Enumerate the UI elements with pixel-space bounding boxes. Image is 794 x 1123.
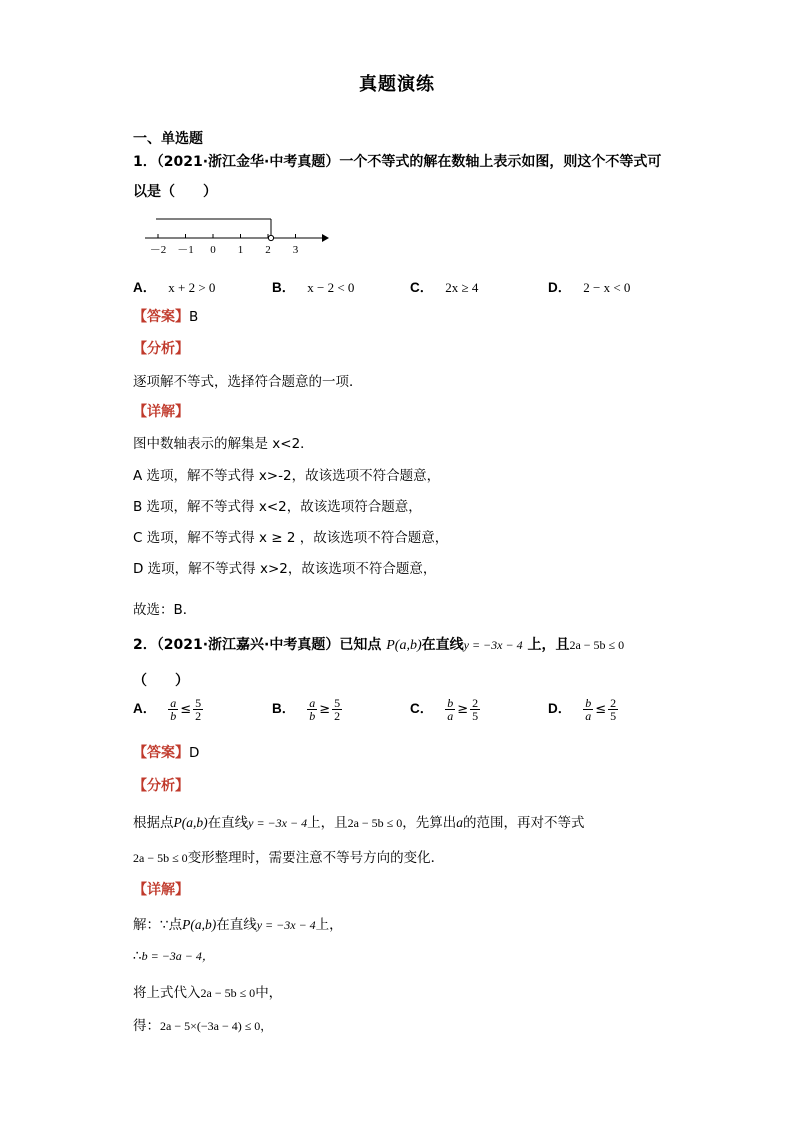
q2-analysis-tag: 【分析】 bbox=[133, 778, 189, 794]
axis-tick-label: －2 bbox=[149, 244, 167, 256]
fraction: $\frac{b}{a}$ bbox=[447, 696, 454, 723]
q1-answer bbox=[133, 306, 198, 326]
q2-option-a[interactable]: A． $\frac{a}{b}$ ≤ $\frac{5}{2}$ bbox=[133, 696, 202, 723]
q1-option-c[interactable]: C． 2x ≥ 4 bbox=[410, 280, 479, 295]
q2-analysis-line1 bbox=[133, 811, 585, 831]
fraction: $\frac{5}{2}$ bbox=[195, 696, 202, 723]
text-segment: 在直线 bbox=[207, 815, 249, 831]
fraction: $\frac{5}{2}$ bbox=[334, 696, 341, 723]
page-title: 真题演练 bbox=[359, 74, 435, 95]
q1-source: （2021·浙江金华·中考真题） bbox=[156, 154, 340, 170]
q2-number: 2． bbox=[133, 637, 157, 653]
q2-stem-part-a: 已知点 bbox=[339, 637, 382, 653]
text-segment: 在直线 bbox=[216, 917, 257, 933]
q2-condition: 2a − 5b ≤ 0 bbox=[200, 986, 256, 1000]
solution-expression: 2a − 5×(−3a − 4) ≤ 0， bbox=[160, 1019, 273, 1033]
text-segment: 将上式代入 bbox=[133, 985, 201, 1001]
q2-point: P(a,b) bbox=[182, 917, 217, 932]
q1-analysis-text: 逐项解不等式，选择符合题意的一项． bbox=[133, 374, 363, 390]
fraction: $\frac{b}{a}$ bbox=[585, 696, 592, 723]
q1-stem-line2: 以是（ ） bbox=[133, 184, 217, 200]
axis-tick-label: 3 bbox=[292, 244, 299, 256]
axis-tick-label: －1 bbox=[177, 244, 194, 256]
axis-tick-label: 0 bbox=[210, 244, 216, 256]
q2-solution-line1 bbox=[133, 913, 343, 933]
q1-detail-line-4: C 选项，解不等式得 x ≥ 2 ，故该选项不符合题意， bbox=[133, 530, 449, 546]
text-segment: 变形整理时，需要注意不等号方向的变化． bbox=[187, 850, 445, 866]
q1-option-d-expr: 2 − x < 0 bbox=[583, 280, 631, 295]
fraction: $\frac{a}{b}$ bbox=[170, 696, 177, 723]
axis-tick-label: 1 bbox=[237, 244, 244, 256]
q1-detail-line-1: 图中数轴表示的解集是 x<2． bbox=[133, 436, 314, 452]
text-segment: 中， bbox=[255, 985, 283, 1001]
section-heading: 一、单选题 bbox=[133, 131, 203, 147]
q2-option-d[interactable]: D． $\frac{b}{a}$ ≤ $\frac{2}{5}$ bbox=[548, 696, 617, 723]
q2-analysis-line2 bbox=[133, 846, 444, 866]
fraction: $\frac{2}{5}$ bbox=[610, 696, 617, 723]
because-symbol: ∵ bbox=[160, 917, 169, 933]
answer-tag: 【答案】 bbox=[133, 309, 189, 325]
q2-source: （2021·浙江嘉兴·中考真题） bbox=[156, 637, 340, 653]
text-segment: 上，且 bbox=[307, 815, 348, 831]
open-point-marker bbox=[268, 235, 273, 240]
q2-line-equation: y = −3x − 4 bbox=[248, 816, 308, 830]
q2-answer bbox=[133, 742, 199, 762]
text-segment: 根据点 bbox=[133, 815, 174, 831]
therefore-symbol: ∴ bbox=[133, 948, 142, 964]
q2-line-equation: y = −3x − 4 bbox=[256, 918, 316, 932]
text-segment: 的范围，再对不等式 bbox=[463, 815, 585, 831]
q2-answer-value: D bbox=[189, 745, 200, 761]
fraction: $\frac{a}{b}$ bbox=[309, 696, 316, 723]
q2-paren: （ ） bbox=[133, 673, 189, 689]
q2-condition: 2a − 5b ≤ 0 bbox=[347, 816, 403, 830]
q1-detail-line-5: D 选项，解不等式得 x>2，故该选项不符合题意， bbox=[133, 561, 437, 577]
q1-number: 1． bbox=[133, 154, 157, 170]
q1-detail-tag: 【详解】 bbox=[133, 404, 189, 420]
q1-option-d[interactable]: D． 2 − x < 0 bbox=[548, 280, 631, 295]
axis-arrow-icon bbox=[322, 234, 329, 242]
q2-line-equation: y = −3x − 4 bbox=[463, 638, 523, 652]
q1-analysis-tag: 【分析】 bbox=[133, 341, 189, 357]
q1-conclusion: 故选：B． bbox=[133, 602, 197, 618]
q1-option-b-expr: x − 2 < 0 bbox=[307, 280, 355, 295]
text-segment: 上， bbox=[315, 917, 343, 933]
text-segment: 点 bbox=[168, 917, 183, 933]
q1-stem-text: 一个不等式的解在数轴上表示如图，则这个不等式可 bbox=[339, 154, 662, 170]
q2-condition: 2a − 5b ≤ 0 bbox=[133, 851, 188, 865]
q1-number-line bbox=[140, 208, 330, 258]
fraction: $\frac{2}{5}$ bbox=[472, 696, 479, 723]
q1-option-b[interactable]: B． x − 2 < 0 bbox=[272, 280, 355, 295]
q2-solution-line2 bbox=[133, 947, 214, 964]
variable: a bbox=[456, 815, 464, 830]
q2-point: P(a,b) bbox=[386, 638, 422, 653]
text-segment: 得： bbox=[133, 1018, 160, 1034]
q2-condition: 2a − 5b ≤ 0 bbox=[569, 638, 625, 652]
solution-expression: b = −3a − 4， bbox=[141, 949, 214, 963]
q2-stem bbox=[133, 634, 624, 654]
q1-detail-line-2: A 选项，解不等式得 x>-2，故该选项不符合题意， bbox=[133, 468, 441, 484]
q1-answer-value: B bbox=[189, 309, 199, 325]
q1-stem-line1 bbox=[133, 151, 661, 171]
q2-option-b[interactable]: B． $\frac{a}{b}$ ≥ $\frac{5}{2}$ bbox=[272, 696, 341, 723]
text-segment: ，先算出 bbox=[402, 815, 457, 831]
q2-solution-line4 bbox=[133, 1014, 272, 1034]
q2-stem-part-c: 上，且 bbox=[527, 637, 570, 653]
q1-detail-line-3: B 选项，解不等式得 x<2，故该选项符合题意， bbox=[133, 499, 422, 515]
q1-option-a[interactable]: A． x + 2 > 0 bbox=[133, 280, 216, 295]
q2-solution-line3 bbox=[133, 981, 282, 1001]
q2-stem-part-b: 在直线 bbox=[421, 637, 464, 653]
q1-option-c-expr: 2x ≥ 4 bbox=[445, 280, 479, 295]
q2-point: P(a,b) bbox=[173, 815, 208, 830]
answer-tag: 【答案】 bbox=[133, 745, 189, 761]
axis-tick-label: 2 bbox=[265, 244, 271, 256]
q1-option-a-expr: x + 2 > 0 bbox=[168, 280, 216, 295]
q2-detail-tag: 【详解】 bbox=[133, 882, 189, 898]
text-segment: 解： bbox=[133, 917, 160, 933]
q2-option-c[interactable]: C． $\frac{b}{a}$ ≥ $\frac{2}{5}$ bbox=[410, 696, 479, 723]
